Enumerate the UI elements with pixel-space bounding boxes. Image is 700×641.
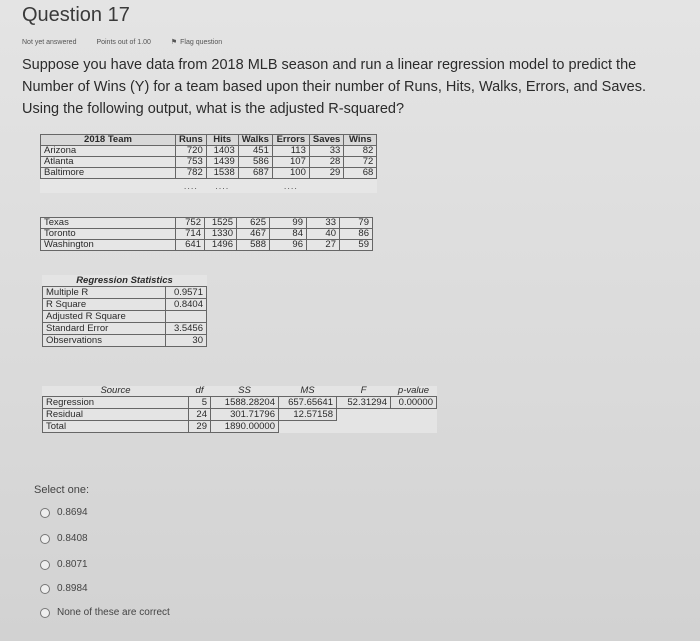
table-row	[43, 323, 207, 335]
cell: 1403	[206, 146, 238, 157]
regression-statistics-table	[42, 275, 207, 347]
cell: 52.31294	[337, 397, 391, 409]
cell: 82	[344, 146, 377, 157]
cell: 1496	[205, 240, 237, 251]
table-row	[43, 409, 437, 421]
team-cell: Baltimore	[41, 168, 176, 179]
cell: 24	[189, 409, 211, 421]
team-cell: Washington	[41, 240, 176, 251]
radio-button[interactable]	[40, 560, 50, 570]
col-header: Errors	[272, 135, 309, 146]
table-row	[41, 146, 377, 157]
cell: 1890.00000	[211, 421, 279, 433]
table-row	[41, 168, 377, 179]
cell: 1525	[205, 218, 237, 229]
flag-icon: ⚑	[170, 39, 178, 46]
table-row	[41, 229, 373, 240]
cell: 5	[189, 397, 211, 409]
mlb-data-table-continued	[40, 217, 373, 251]
team-cell: Toronto	[41, 229, 176, 240]
table-row	[43, 311, 207, 323]
ellipsis: ....	[283, 181, 298, 191]
anova-table	[42, 386, 437, 433]
answer-text: 0.8984	[57, 583, 88, 594]
cell: 100	[272, 168, 309, 179]
cell: 301.71796	[211, 409, 279, 421]
stat-value: 0.9571	[166, 287, 207, 299]
cell: 782	[176, 168, 207, 179]
answer-text: None of these are correct	[57, 607, 170, 618]
question-text: Suppose you have data from 2018 MLB season and run a linear regression model to predict the Number of Wins (Y) for a team based upon their number of Runs, Hits, Walks, Errors, and Saves. Using the following output, what is the adjusted R-squared?	[22, 57, 647, 117]
radio-button[interactable]	[40, 508, 50, 518]
table-row	[43, 397, 437, 409]
col-header: 2018 Team	[41, 135, 176, 146]
radio-button[interactable]	[40, 584, 50, 594]
cell: 107	[272, 157, 309, 168]
cell: 72	[344, 157, 377, 168]
cell: 27	[307, 240, 340, 251]
cell: 687	[238, 168, 272, 179]
cell: 12.57158	[279, 409, 337, 421]
col-header: Walks	[238, 135, 272, 146]
mlb-data-table	[40, 134, 377, 193]
table-row	[43, 421, 437, 433]
stat-value: 0.8404	[166, 299, 207, 311]
table-row	[41, 157, 377, 168]
answer-option-3[interactable]	[40, 559, 88, 570]
answer-text: 0.8071	[57, 559, 88, 570]
cell: 451	[238, 146, 272, 157]
cell: 29	[189, 421, 211, 433]
ellipsis: ....	[215, 181, 230, 191]
team-cell: Arizona	[41, 146, 176, 157]
col-header: Source	[100, 385, 131, 396]
table-row	[41, 218, 373, 229]
points-info: Points out of 1.00	[96, 39, 151, 46]
cell: 59	[340, 240, 373, 251]
stat-label: Standard Error	[43, 323, 166, 335]
cell: 96	[270, 240, 307, 251]
cell: 0.00000	[391, 397, 437, 409]
cell	[337, 421, 391, 433]
cell	[337, 409, 391, 421]
table-row	[43, 299, 207, 311]
col-header: Hits	[206, 135, 238, 146]
cell: 1439	[206, 157, 238, 168]
cell: 99	[270, 218, 307, 229]
team-cell: Atlanta	[41, 157, 176, 168]
table-row	[43, 287, 207, 299]
cell: 586	[238, 157, 272, 168]
stat-label: Observations	[43, 335, 166, 347]
col-header: Saves	[309, 135, 343, 146]
cell: 33	[307, 218, 340, 229]
stat-value: 30	[166, 335, 207, 347]
col-header: SS	[238, 385, 251, 396]
cell: 1588.28204	[211, 397, 279, 409]
stat-label: Multiple R	[43, 287, 166, 299]
answer-status: Not yet answered	[22, 39, 77, 46]
cell: 753	[176, 157, 207, 168]
answer-option-1[interactable]	[40, 507, 88, 518]
cell: 1538	[206, 168, 238, 179]
cell: 28	[309, 157, 343, 168]
cell: 625	[237, 218, 270, 229]
cell	[391, 409, 437, 421]
col-header: F	[360, 385, 367, 396]
flag-label: Flag question	[180, 39, 223, 46]
cell: 588	[237, 240, 270, 251]
cell: 79	[340, 218, 373, 229]
cell: 113	[272, 146, 309, 157]
col-header: Wins	[344, 135, 377, 146]
table-header-row	[43, 386, 437, 397]
col-header: p-value	[397, 385, 430, 396]
flag-question-link[interactable]	[171, 39, 240, 46]
question-title: Question 17	[22, 4, 130, 26]
cell: 40	[307, 229, 340, 240]
answer-option-2[interactable]	[40, 533, 88, 544]
ellipsis-row	[41, 179, 377, 194]
stat-value: 3.5456	[166, 323, 207, 335]
answer-text: 0.8694	[57, 507, 88, 518]
col-header: MS	[300, 385, 315, 396]
cell: 29	[309, 168, 343, 179]
cell: 84	[270, 229, 307, 240]
cell: 752	[176, 218, 205, 229]
team-cell: Texas	[41, 218, 176, 229]
stat-value	[166, 311, 207, 323]
cell: 1330	[205, 229, 237, 240]
answer-option-4[interactable]	[40, 583, 88, 594]
cell: 714	[176, 229, 205, 240]
cell: 68	[344, 168, 377, 179]
question-meta	[22, 38, 258, 46]
select-one-label: Select one:	[34, 484, 90, 496]
table-row	[41, 240, 373, 251]
cell: 657.65641	[279, 397, 337, 409]
stat-label: Adjusted R Square	[43, 311, 166, 323]
radio-button[interactable]	[40, 608, 50, 618]
regression-statistics-title: Regression Statistics	[76, 274, 173, 286]
cell: 33	[309, 146, 343, 157]
radio-button[interactable]	[40, 534, 50, 544]
answer-option-5[interactable]	[40, 607, 170, 618]
table-header-row	[41, 135, 377, 146]
source-cell: Total	[43, 421, 189, 433]
ellipsis: ....	[183, 181, 198, 191]
col-header: Runs	[176, 135, 207, 146]
stat-label: R Square	[43, 299, 166, 311]
source-cell: Regression	[43, 397, 189, 409]
cell: 720	[176, 146, 207, 157]
source-cell: Residual	[43, 409, 189, 421]
table-row	[43, 335, 207, 347]
cell	[279, 421, 337, 433]
table-header-row	[43, 275, 207, 287]
cell: 86	[340, 229, 373, 240]
cell: 641	[176, 240, 205, 251]
answer-text: 0.8408	[57, 533, 88, 544]
cell: 467	[237, 229, 270, 240]
col-header: df	[195, 385, 204, 396]
cell	[391, 421, 437, 433]
